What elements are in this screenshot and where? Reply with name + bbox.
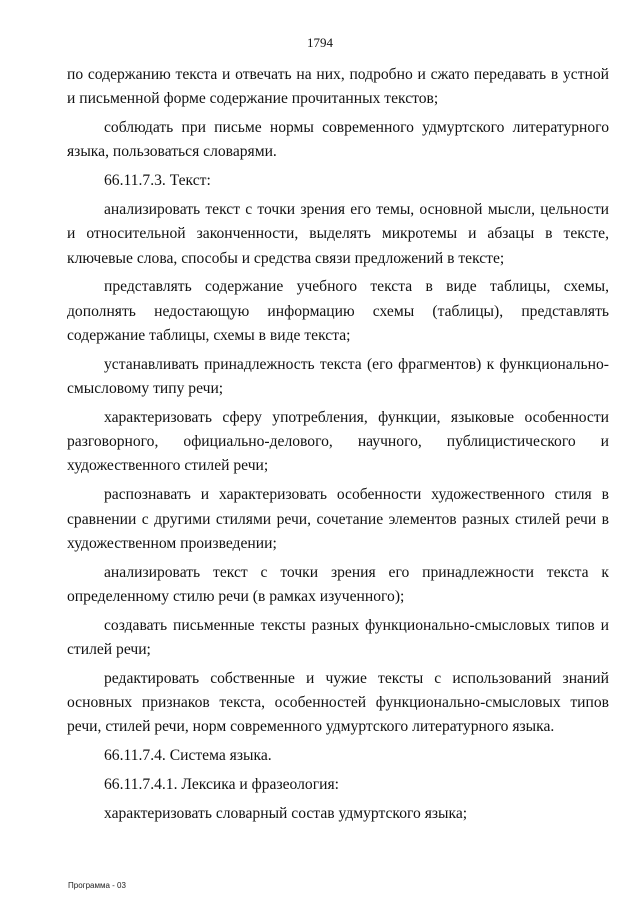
footer-label: Программа - 03 bbox=[68, 881, 126, 890]
document-body bbox=[67, 63, 609, 831]
paragraph-styles: характеризовать сферу употребления, функции, языковые особенности разговорного, официально-делового, научного, публицистического и художественного стилей речи; bbox=[67, 408, 609, 475]
paragraph-create-texts: создавать письменные тексты разных функционально-смысловых типов и стилей речи; bbox=[67, 616, 609, 659]
paragraph-edit-texts: редактировать собственные и чужие тексты с использований знаний основных признаков текста, особенностей функционально-смысловых типов речи, стилей речи, норм современного удмуртского литературного языка. bbox=[67, 669, 609, 736]
page-number: 1794 bbox=[307, 35, 333, 50]
paragraph-literary-norms: соблюдать при письме нормы современного удмуртского литературного языка, пользоваться словарями. bbox=[67, 119, 609, 161]
paragraph-artistic-style: распознавать и характеризовать особенности художественного стиля в сравнении с другими стилями речи, сочетание элементов разных стилей речи в художественном произведении; bbox=[67, 486, 609, 552]
section-heading-text: 66.11.7.3. Текст: bbox=[104, 172, 211, 190]
paragraph-represent-content: представлять содержание учебного текста в виде таблицы, схемы, дополнять недостающую информацию схемы (таблицы), представлять содержание таблицы, схемы в виде текста; bbox=[67, 278, 609, 344]
paragraph-speech-type: устанавливать принадлежность текста (его фрагментов) к функционально-смысловому типу речи; bbox=[67, 355, 609, 398]
paragraph-analyze-text: анализировать текст с точки зрения его темы, основной мысли, цельности и относительной законченности, выделять микротемы и абзацы в тексте, ключевые слова, способы и средства связи предложений в тексте; bbox=[67, 200, 609, 267]
paragraph-continuation: по содержанию текста и отвечать на них, подробно и сжато передавать в устной и письменной форме содержание прочитанных текстов; bbox=[67, 66, 609, 108]
paragraph-style-belonging: анализировать текст с точки зрения его принадлежности текста к определенному стилю речи (в рамках изученного); bbox=[67, 563, 609, 605]
section-heading-language-system: 66.11.7.4. Система языка. bbox=[104, 747, 272, 765]
section-heading-lexicon: 66.11.7.4.1. Лексика и фразеология: bbox=[104, 776, 339, 794]
paragraph-vocabulary: характеризовать словарный состав удмуртского языка; bbox=[104, 804, 468, 822]
